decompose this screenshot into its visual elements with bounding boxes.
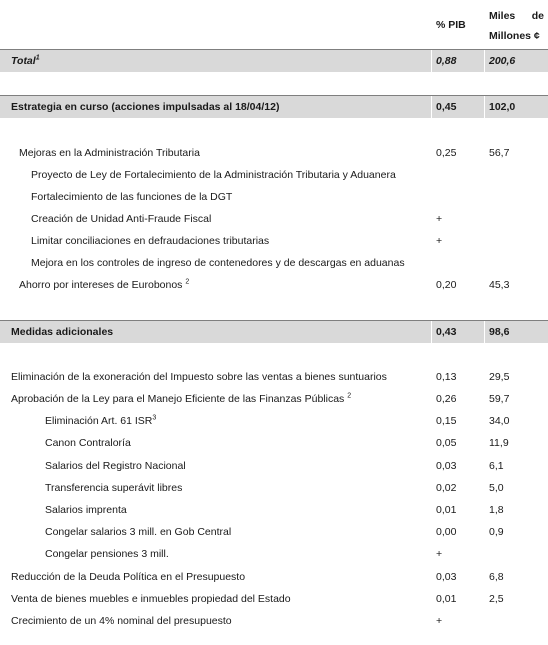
row-pib: 0,26: [436, 393, 457, 405]
row-pib: 0,13: [436, 371, 457, 383]
row-pib: 0,88: [436, 55, 457, 67]
row-label: Creación de Unidad Anti-Fraude Fiscal: [31, 213, 212, 225]
table-row: [0, 164, 548, 186]
row-label: Salarios imprenta: [45, 504, 127, 516]
table-row-section-medidas: [0, 320, 548, 343]
table-row: [0, 410, 548, 432]
table-row: [0, 432, 548, 454]
row-label: Canon Contraloría: [45, 437, 131, 449]
row-label: Limitar conciliaciones en defraudaciones tributarias: [31, 235, 270, 247]
row-pib: +: [436, 548, 443, 560]
table-row-section-estrategia: [0, 95, 548, 118]
table-row: [0, 521, 548, 543]
row-label: Fortalecimiento de las funciones de la DGT: [31, 191, 233, 203]
table-row: [0, 388, 548, 410]
row-label: Eliminación de la exoneración del Impuesto sobre las ventas a bienes suntuarios: [11, 371, 387, 383]
table-row: [0, 566, 548, 588]
row-miles: 34,0: [489, 415, 510, 427]
row-label: Reducción de la Deuda Política en el Presupuesto: [11, 571, 246, 583]
row-label: Congelar salarios 3 mill. en Gob Central: [45, 526, 232, 538]
table-row: [0, 230, 548, 252]
row-label: Aprobación de la Ley para el Manejo Eficiente de las Finanzas Públicas: [11, 393, 345, 405]
table-row: [0, 186, 548, 208]
row-pib: 0,01: [436, 504, 457, 516]
row-label: Transferencia superávit libres: [45, 482, 183, 494]
row-label: Crecimiento de un 4% nominal del presupuesto: [11, 615, 232, 627]
row-miles: 5,0: [489, 482, 504, 494]
row-miles: 98,6: [489, 326, 510, 338]
row-pib: 0,00: [436, 526, 457, 538]
row-label: Venta de bienes muebles e inmuebles propiedad del Estado: [11, 593, 291, 605]
row-pib: 0,20: [436, 279, 457, 291]
row-miles: 0,9: [489, 526, 504, 538]
row-pib: 0,45: [436, 101, 457, 113]
row-label: Ahorro por intereses de Eurobonos: [19, 279, 183, 291]
row-miles: 102,0: [489, 101, 516, 113]
column-header-miles-word3: Millones ¢: [489, 30, 540, 42]
footnote-marker: 2: [347, 392, 352, 400]
row-pib: +: [436, 235, 443, 247]
table-row: [0, 252, 548, 274]
row-miles: 6,8: [489, 571, 504, 583]
column-header-miles-word1: Miles: [489, 10, 516, 22]
table-row: [0, 366, 548, 388]
row-miles: 11,9: [489, 437, 509, 449]
row-pib: 0,05: [436, 437, 457, 449]
row-miles: 45,3: [489, 279, 510, 291]
row-miles: 56,7: [489, 147, 510, 159]
table-header: [0, 0, 548, 50]
table-row: [0, 274, 548, 296]
row-miles: 200,6: [489, 55, 516, 67]
footnote-marker: 3: [152, 414, 157, 422]
row-label: Proyecto de Ley de Fortalecimiento de la Administración Tributaria y Aduanera: [31, 169, 396, 181]
row-miles: 6,1: [489, 460, 504, 472]
table-row: [0, 588, 548, 610]
row-miles: 2,5: [489, 593, 504, 605]
row-pib: 0,03: [436, 460, 457, 472]
row-label: Mejoras en la Administración Tributaria: [19, 147, 200, 159]
footnote-marker: 1: [35, 54, 40, 62]
row-label: Salarios del Registro Nacional: [45, 460, 186, 472]
table-row: [0, 208, 548, 230]
column-header-miles-word2: de: [531, 10, 544, 22]
row-pib: 0,02: [436, 482, 457, 494]
row-label: Total: [11, 55, 36, 67]
table-row: [0, 455, 548, 477]
row-label: Estrategia en curso (acciones impulsadas al 18/04/12): [11, 101, 280, 113]
table-row: [0, 499, 548, 521]
row-pib: +: [436, 213, 443, 225]
row-label: Congelar pensiones 3 mill.: [45, 548, 169, 560]
row-label: Medidas adicionales: [11, 326, 114, 338]
row-label: Eliminación Art. 61 ISR: [45, 415, 153, 427]
row-pib: +: [436, 615, 443, 627]
row-pib: 0,43: [436, 326, 457, 338]
row-label: Mejora en los controles de ingreso de contenedores y de descargas en aduanas: [31, 257, 405, 269]
table-row: [0, 543, 548, 565]
footnote-marker: 2: [185, 278, 190, 286]
table-row: [0, 142, 548, 164]
row-miles: 29,5: [489, 371, 510, 383]
table-row: [0, 610, 548, 632]
column-header-pib: % PIB: [436, 19, 466, 31]
row-miles: 59,7: [489, 393, 510, 405]
row-miles: 1,8: [489, 504, 504, 516]
row-pib: 0,15: [436, 415, 457, 427]
column-header-miles: [489, 6, 544, 46]
row-pib: 0,01: [436, 593, 457, 605]
table-row: [0, 477, 548, 499]
row-pib: 0,03: [436, 571, 457, 583]
table-row-total: [0, 49, 548, 72]
row-pib: 0,25: [436, 147, 457, 159]
